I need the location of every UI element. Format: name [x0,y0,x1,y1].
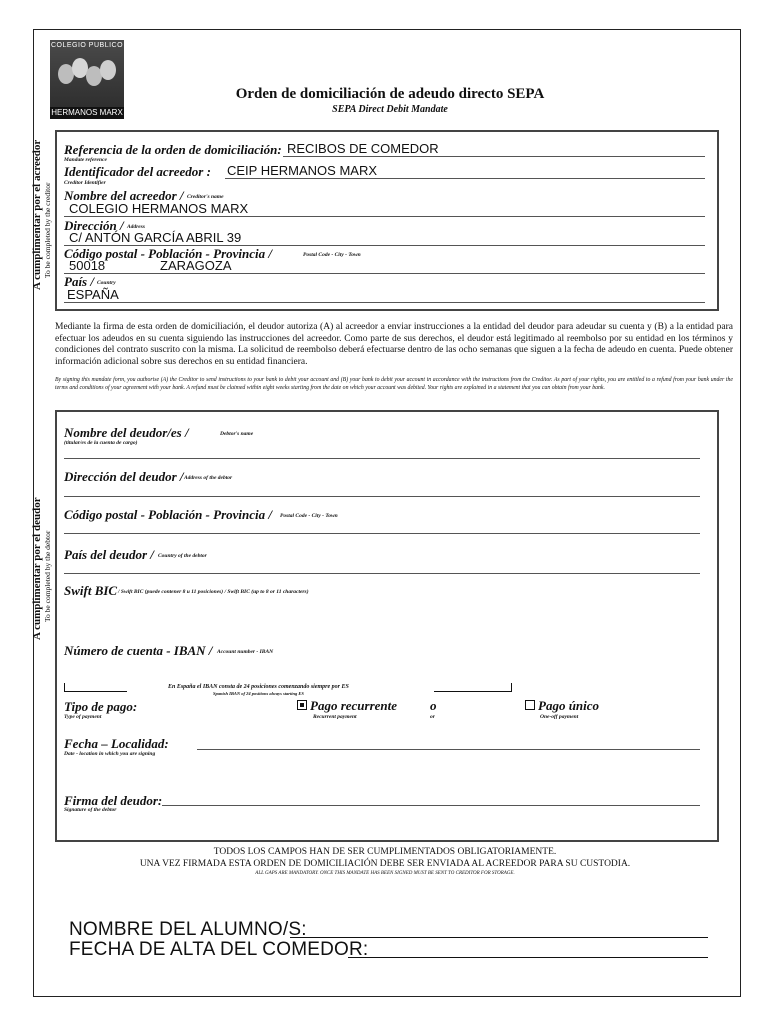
creditor-postal-label: Código postal - Población - Provincia / [64,246,272,261]
footer-mandatory: TODOS LOS CAMPOS HAN DE SER CUMPLIMENTADOS OBLIGATORIAMENTE. [213,847,557,857]
date-location-field[interactable] [197,749,700,750]
one-off-payment-label: Pago único [538,698,600,713]
mandate-reference-label: Referencia de la orden de domiciliación: [64,142,282,157]
authorization-text-es: Mediante la firma de esta orden de domiciliación, el deudor autoriza (A) al acreedor a enviar instrucciones a la entidad del deudor para adeudar su cuenta y (B) a la entidad para efectuar los adeudos en su cuenta siguiendo las instrucciones del acreedor. Como parte de sus derechos, el deudor está legitimado al reembolso por su entidad en los términos y condiciones del contrato suscrito con la misma. La solicitud de reembolso deberá efectuarse dentro de las ocho semanas que siguen a la fecha de adeudo en cuenta. Puede obtener información adicional sobre sus derechos en su entidad financiera. [55,322,733,367]
date-location-label: Fecha – Localidad: [64,736,169,751]
authorization-text-en: By signing this mandate form, you authorise (A) the Creditor to send instructions to your bank to debit your account and (B) your bank to debit your account in accordance with the instructions from the Creditor. As part of your rights, you are entitled to a refund from your bank under the terms and conditions of your agreement with your bank. A refund must be claimed within eight weeks starting from the date on which your account was debited. Your rights are explained in a statement that you can obtain from your bank. [55,377,733,391]
logo-faces [56,54,118,106]
creditor-name-value: COLEGIO HERMANOS MARX [69,201,249,216]
footer-english: ALL GAPS ARE MANDATORY. ONCE THIS MANDATE HAS BEEN SIGNED MUST BE SENT TO CREDITOR FOR STORAGE. [255,871,515,876]
one-off-payment-checkbox[interactable] [525,700,535,710]
iban-note-en: Spanish IBAN of 24 positions always starting ES [213,691,304,696]
creditor-postal-code: 50018 [69,258,106,273]
mandate-reference-line [283,156,705,157]
creditor-identifier-value: CEIP HERMANOS MARX [227,163,378,178]
date-location-sub: Date - location in which you are signing [64,751,156,757]
recurrent-payment-en: Recurrent payment [313,714,357,720]
creditor-country-value: ESPAÑA [67,287,119,302]
footer-send: UNA VEZ FIRMADA ESTA ORDEN DE DOMICILIACIÓN DEBE SER ENVIADA AL ACREEDOR PARA SU CUSTODIA. [139,859,631,869]
debtor-address-en: Address of the debtor [184,475,233,481]
creditor-identifier-line [225,178,705,179]
or-label-en: or [430,714,435,720]
mandate-reference-sub: Mandate reference [64,157,107,163]
creditor-identifier-sub: Creditor Identifier [64,180,106,186]
creditor-country-label: País / [64,274,94,289]
debtor-name-field[interactable] [64,458,700,459]
creditor-postal-en: Postal Code - City - Town [303,252,361,258]
debtor-postal-en: Postal Code - City - Town [280,513,338,519]
mandate-reference-value: RECIBOS DE COMEDOR [287,141,439,156]
page-subtitle: SEPA Direct Debit Mandate [332,104,448,115]
creditor-address-en: Address [127,224,146,230]
payment-type-sub: Type of payment [64,714,102,720]
debtor-side-sublabel: To be completed by the debtor [43,530,52,622]
debtor-signature-field[interactable] [162,805,700,806]
creditor-side-sublabel: To be completed by the creditor [43,182,52,278]
debtor-side-label: A cumplimentar por el deudor [31,497,43,640]
creditor-name-line [64,216,705,217]
creditor-name-label: Nombre del acreedor / [64,188,184,203]
school-logo [50,40,124,119]
debtor-name-label: Nombre del deudor/es / [64,425,189,440]
debtor-country-label: País del deudor / [64,547,154,562]
debtor-postal-label: Código postal - Población - Provincia / [64,507,272,522]
swift-bic-en: / Swift BIC (puede contener 8 u 11 posiciones) / Swift BIC (up to 8 or 11 characters) [118,589,309,595]
or-label: o [430,698,437,713]
recurrent-payment-label: Pago recurrente [310,698,398,713]
creditor-address-label: Dirección / [64,218,124,233]
student-name-label: NOMBRE DEL ALUMNO/S: [69,919,307,940]
debtor-name-en: Debtor's name [220,431,254,437]
canteen-start-label: FECHA DE ALTA DEL COMEDOR: [69,939,369,960]
creditor-side-label: A cumplimentar por el acreedor [31,139,43,290]
debtor-address-label: Dirección del deudor / [64,469,184,484]
creditor-postal-line [64,273,705,274]
iban-en: Account number - IBAN [217,649,274,655]
debtor-country-field[interactable] [64,573,700,574]
logo-top-text: COLEGIO PUBLICO [50,42,124,49]
creditor-postal-city: ZARAGOZA [160,258,232,273]
payment-type-label: Tipo de pago: [64,699,138,714]
debtor-name-sub: (titular/es de la cuenta de cargo) [64,440,138,446]
page-title: Orden de domiciliación de adeudo directo SEPA [235,86,545,102]
debtor-postal-field[interactable] [64,533,700,534]
creditor-address-value: C/ ANTÓN GARCÍA ABRIL 39 [69,230,242,245]
debtor-signature-label: Firma del deudor: [64,793,163,808]
creditor-country-line [64,302,705,303]
student-name-field[interactable] [290,937,708,938]
iban-end-bracket[interactable] [434,683,512,692]
creditor-country-en: Country [97,280,116,286]
creditor-name-en: Creditor's name [187,194,224,200]
creditor-identifier-label: Identificador del acreedor : [64,164,211,179]
debtor-country-en: Country of the debtor [158,553,207,559]
iban-note: En España el IBAN consta de 24 posiciones comenzando siempre por ES [168,684,349,690]
logo-bottom-text: HERMANOS MARX [51,108,123,117]
iban-label: Número de cuenta - IBAN / [64,643,213,658]
one-off-payment-en: One-off payment [540,714,579,720]
swift-bic-label: Swift BIC [64,583,118,598]
debtor-address-field[interactable] [64,496,700,497]
iban-start-bracket[interactable] [64,683,127,692]
debtor-signature-sub: Signature of the debtor [64,807,117,813]
canteen-start-field[interactable] [348,957,708,958]
recurrent-payment-checkbox[interactable] [297,700,307,710]
